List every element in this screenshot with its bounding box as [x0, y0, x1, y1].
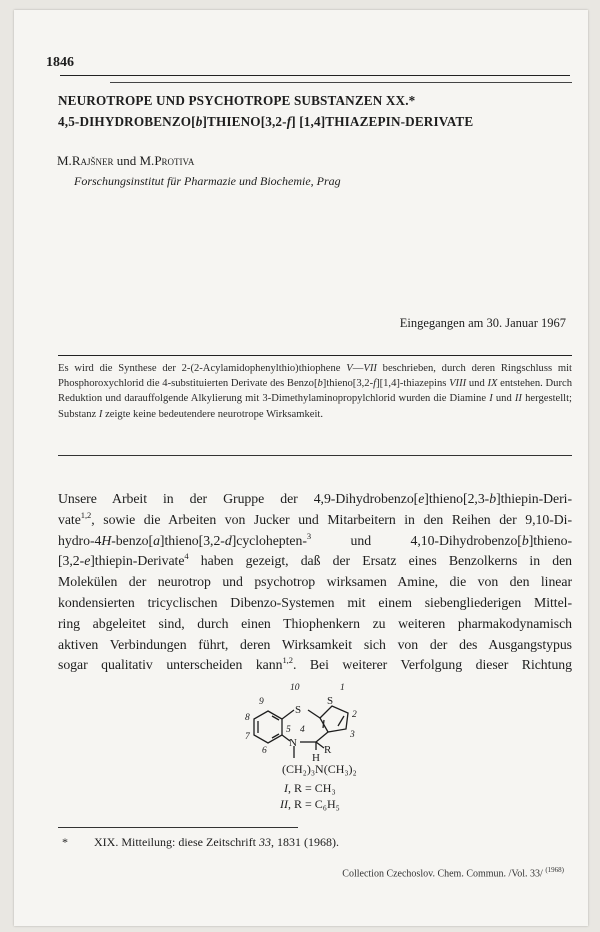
structure-drawing — [228, 680, 428, 815]
page-number: 1846 — [46, 55, 74, 70]
footnote-marker: * — [62, 835, 68, 849]
compound-1-line — [283, 781, 336, 795]
reference-superscript: 1,2 — [80, 509, 92, 520]
body-span: -benzo[ — [111, 532, 154, 548]
locant-4: 4 — [300, 725, 305, 735]
title-line-1: NEUROTROPE UND PSYCHOTROPE SUBSTANZEN XX.* — [58, 93, 416, 108]
title-italic: b — [195, 114, 203, 129]
journal-text: Collection Czechoslov. Chem. Commun. /Vol. 33/ — [342, 868, 546, 880]
locant-7: 7 — [245, 732, 250, 742]
abstract-text: ][1,4]-thiazepins — [376, 378, 450, 390]
received-date: Eingegangen am 30. Januar 1967 — [399, 316, 566, 330]
body-italic: d — [224, 532, 232, 548]
structure-labels — [245, 683, 357, 811]
bond — [316, 732, 328, 742]
body-italic: b — [521, 532, 529, 548]
body-text — [58, 489, 572, 676]
abstract-rule-bottom — [58, 455, 572, 456]
body-italic: b — [489, 491, 497, 506]
locant-9: 9 — [259, 697, 264, 707]
locant-1: 1 — [340, 683, 345, 693]
footnote-text: , 1831 (1968). — [270, 835, 339, 849]
compound-2-label: II — [280, 797, 288, 811]
locant-6: 6 — [262, 746, 267, 756]
body-span: und 4,10-Dihydrobenzo[ — [311, 532, 522, 548]
title-text: ] [1,4]THIAZEPIN-DERIVATE — [291, 114, 474, 129]
bond — [308, 710, 320, 718]
abstract-text: beschrieben, durch deren Ringschluss mit Phosphoroxychlorid die 4-substituierten Derivate des Benzo[ — [58, 363, 572, 390]
compound-1-label: I — [284, 781, 288, 795]
body-span: ]thiepin-Derivate — [90, 553, 185, 569]
abstract — [58, 361, 572, 422]
side-chain: (CH₂)₃N(CH₃)₂ — [282, 762, 357, 776]
body-span: hydro-4 — [58, 532, 102, 548]
body-line: ring abgeleitet sind, durch einen Thiophenkern zu weiteren pharmakodynamisch — [58, 615, 572, 631]
double-bond — [338, 716, 344, 726]
title-line-2 — [58, 114, 473, 130]
body-line — [58, 510, 572, 531]
body-line — [58, 551, 572, 572]
author-surname: Protiva — [154, 153, 195, 168]
thiophene-ring — [320, 706, 348, 732]
author-surname: Rajšner — [71, 153, 114, 168]
abstract-text: zeigte keine bedeutendere neurotrope Wirksamkeit. — [102, 408, 324, 420]
body-span: Unsere Arbeit in der Gruppe der 4,9-Dihydrobenzo[ — [58, 491, 419, 506]
body-span: ]cyclohepten- — [231, 532, 307, 548]
locant-10: 10 — [290, 683, 300, 693]
sulfur-atom-right: S — [327, 695, 334, 707]
body-span: ]thiepin-Deri- — [496, 491, 572, 506]
body-italic: a — [153, 532, 160, 548]
abstract-rule-top — [58, 355, 572, 356]
title-text: 4,5-DIHYDROBENZO[ — [58, 114, 196, 129]
header-rule-secondary — [110, 82, 572, 83]
compound-label: II — [514, 393, 522, 405]
reference-superscript: 4 — [184, 551, 189, 562]
abstract-text: entstehen. Durch Reduktion und darauffolgende Alkylierung mit 3-Dimethylaminopropylchlorid wurden die Diamine — [58, 378, 572, 405]
locant-8: 8 — [245, 713, 250, 723]
body-line — [58, 655, 572, 676]
bond — [282, 710, 294, 719]
bond — [316, 742, 324, 748]
abstract-italic: b — [317, 378, 323, 390]
compound-2-definition: , R = C₆H₅ — [288, 797, 340, 811]
footnote-rule — [58, 827, 298, 828]
reference-superscript: 3 — [306, 530, 312, 541]
footnote-volume: 33 — [258, 835, 271, 849]
abstract-italic: f — [373, 378, 377, 390]
body-line — [58, 489, 572, 510]
body-span: haben gezeigt, daß der Ersatz eines Benzolkerns in den — [188, 553, 572, 569]
sulfur-atom-left: S — [295, 704, 302, 716]
body-span: ]thieno[3,2- — [159, 532, 225, 548]
authors — [57, 153, 194, 169]
nitrogen-atom: N — [289, 737, 297, 749]
body-span: , sowie die Arbeiten von Jucker und Mitarbeitern in den Reihen der 9,10-Di- — [91, 511, 572, 527]
affiliation: Forschungsinstitut für Pharmazie und Biochemie, Prag — [74, 174, 341, 188]
body-italic: H — [101, 532, 112, 548]
compound-label: I — [489, 393, 493, 405]
body-line: aktiven Verbindungen führt, deren Wirksamkeit sich von der des Ausgangstypus — [58, 636, 572, 652]
body-span: vate — [58, 511, 81, 527]
abstract-text: — — [352, 363, 364, 374]
body-line — [58, 531, 572, 552]
abstract-text: hergestellt; Substanz — [58, 393, 572, 420]
body-span: ]thieno- — [528, 532, 572, 548]
footnote-text: XIX. Mitteilung: diese Zeitschrift — [94, 835, 259, 849]
compound-label: V — [346, 363, 353, 374]
r-substituent: R — [324, 744, 332, 756]
author-initial: M. — [139, 153, 155, 168]
author-initial: M. — [57, 153, 72, 168]
locant-5: 5 — [286, 725, 291, 735]
footnote — [62, 835, 339, 850]
hydrogen-atom: H — [312, 752, 320, 764]
compound-label: VII — [363, 363, 377, 374]
body-span: sogar qualitativ unterscheiden kann — [58, 657, 283, 673]
body-span: [3,2- — [58, 553, 85, 569]
header-rule — [60, 75, 570, 76]
author-conjunction: und — [113, 153, 140, 168]
body-italic: e — [418, 491, 425, 506]
body-italic: e — [84, 553, 91, 569]
journal-year: (1968) — [545, 866, 564, 874]
title-italic: f — [286, 114, 292, 129]
compound-label: IX — [487, 378, 498, 390]
compound-label: I — [98, 408, 103, 420]
compound-label: VIII — [449, 378, 467, 390]
body-span: ]thieno[2,3- — [424, 491, 490, 506]
journal-reference — [342, 866, 564, 879]
body-line: kondensierten tricyclischen Dibenzo-Systemen mit einem siebengliederigen Mittel- — [58, 594, 572, 610]
compound-2-line — [279, 797, 340, 811]
abstract-text: ]thieno[3,2- — [322, 378, 374, 390]
locant-3: 3 — [350, 730, 355, 740]
title-text: ]THIENO[3,2- — [202, 114, 287, 129]
abstract-text: und — [466, 378, 488, 390]
body-line: Molekülen der neurotrop und psychotrop wirksamen Amine, die von den linear — [58, 574, 572, 590]
reference-superscript: 1,2 — [282, 655, 293, 666]
abstract-text: Es wird die Synthese der 2-(2-Acylamidophenylthio)thiophene — [58, 363, 347, 374]
abstract-text: und — [492, 393, 515, 405]
body-span: . Bei weiterer Verfolgung dieser Richtung — [292, 657, 572, 673]
locant-2: 2 — [352, 710, 357, 720]
compound-1-definition: , R = CH₃ — [288, 781, 336, 795]
double-bond — [323, 720, 324, 728]
chemical-structure — [228, 680, 428, 815]
